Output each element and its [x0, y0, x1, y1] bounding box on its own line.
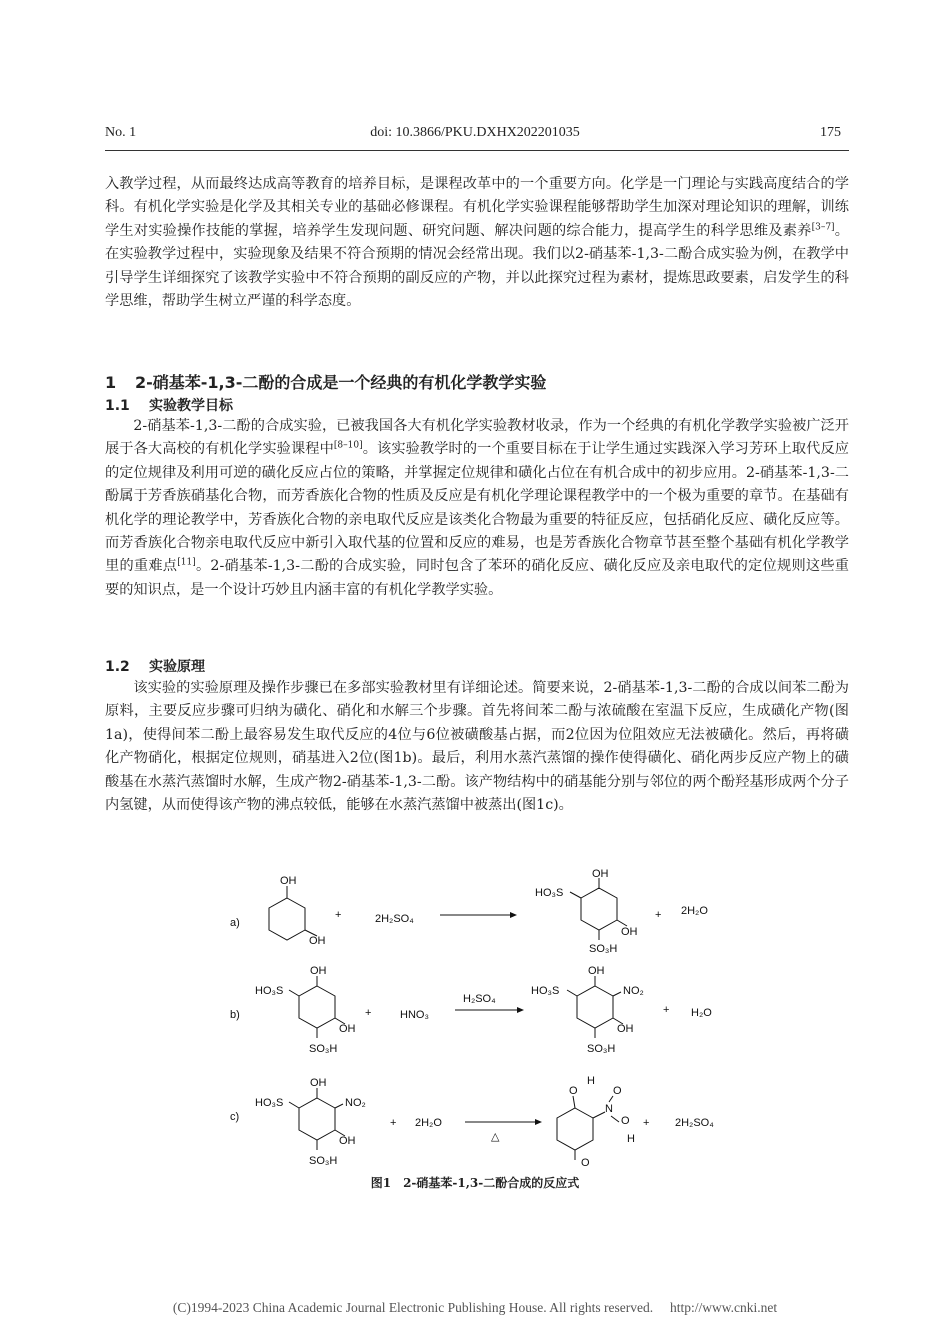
svg-text:H: H — [627, 1133, 635, 1145]
svg-text:+: + — [643, 1117, 650, 1129]
svg-text:SO₃H: SO₃H — [589, 943, 618, 955]
svg-text:OH: OH — [280, 875, 297, 887]
svg-text:HNO₃: HNO₃ — [400, 1009, 429, 1021]
footer: (C)1994-2023 China Academic Journal Electronic Publishing House. All rights reserved. http://www.cnki.net — [172, 1300, 778, 1315]
label-b: b) — [230, 1009, 240, 1021]
svg-text:2H₂O: 2H₂O — [415, 1117, 442, 1129]
svg-text:H: H — [587, 1075, 595, 1087]
resorcinol-structure — [269, 875, 326, 947]
svg-text:2H₂O: 2H₂O — [681, 905, 708, 917]
label-a: a) — [230, 917, 240, 929]
nitrated-product-structure — [531, 965, 644, 1055]
svg-text:NO₂: NO₂ — [345, 1097, 366, 1109]
svg-text:H₂SO₄: H₂SO₄ — [463, 993, 496, 1005]
intro-paragraph: 入教学过程，从而最终达成高等教育的培养目标，是课程改革中的一个重要方向。化学是一门理论与实践高度结合的学科。有机化学实验是化学及其相关专业的基础必修课程。有机化学实验课程能够帮助学生加深对理论知识的理解，训练学生对实验操作技能的掌握，培养学生发现问题、研究问题、解决问题的综合能力，提高学生的科学思维及素养[3–7]。在实验教学过程中，实验现象及结果不符合预期的情况会经常出现。我们以2-硝基苯-1,3-二酚合成实验为例，在教学中引导学生详细探究了该教学实验中不符合预期的副反应的产物，并以此探究过程为素材，提炼思政要素，启发学生的科学思维，帮助学生树立严谨的科学态度。 — [105, 176, 849, 310]
header-rule — [105, 150, 849, 151]
svg-text:OH: OH — [621, 926, 638, 938]
svg-text:OH: OH — [339, 1023, 356, 1035]
figure-caption: 图1 2-硝基苯-1,3-二酚合成的反应式 — [370, 1176, 580, 1190]
section-1-1-paragraph: 2-硝基苯-1,3-二酚的合成实验，已被我国各大有机化学实验教材收录，作为一个经典的有机化学教学实验被广泛开展于各大高校的有机化学实验课程中[8–10]。该实验教学时的一个重要目标在于让学生通过实践深入学习芳环上取代反应的定位规律及利用可逆的磺化反应占位的策略，并掌握定位规律和磺化占位在有机合成中的初步应用。2-硝基苯-1,3-二酚属于芳香族硝基化合物，而芳香族化合物的性质及反应是有机化学理论课程教学中的一个极为重要的章节。在基础有机化学的理论教学中，芳香族化合物的亲电取代反应是该类化合物最为重要的特征反应，包括硝化反应、磺化反应等。而芳香族化合物亲电取代反应中新引入取代基的位置和反应的难易，也是芳香族化合物章节甚至整个基础有机化学教学里的重难点[11]。2-硝基苯-1,3-二酚的合成实验，同时包含了苯环的硝化反应、磺化反应及亲电取代的定位规则这些重要的知识点，是一个设计巧妙且内涵丰富的有机化学教学实验。 — [105, 418, 849, 598]
svg-text:2H₂SO₄: 2H₂SO₄ — [675, 1117, 714, 1129]
svg-text:+: + — [335, 909, 342, 921]
sulfonated-product-structure — [535, 868, 638, 955]
svg-text:+: + — [365, 1007, 372, 1019]
svg-text:OH: OH — [309, 935, 326, 947]
svg-text:N: N — [605, 1103, 613, 1115]
svg-text:OH: OH — [592, 868, 609, 880]
header-page: 175 — [820, 125, 841, 140]
svg-text:+: + — [390, 1117, 397, 1129]
section-1-2-heading: 1.2 实验原理 — [105, 659, 205, 675]
svg-text:SO₃H: SO₃H — [309, 1043, 338, 1055]
svg-text:OH: OH — [339, 1135, 356, 1147]
svg-text:HO₃S: HO₃S — [255, 985, 284, 997]
header-issue: No. 1 — [105, 125, 137, 140]
svg-text:OH: OH — [310, 1077, 327, 1089]
svg-text:HO₃S: HO₃S — [531, 985, 560, 997]
sulfonated-reactant-structure — [255, 965, 356, 1055]
section-1-2-paragraph: 该实验的实验原理及操作步骤已在多部实验教材里有详细论述。简要来说，2-硝基苯-1,3-二酚的合成以间苯二酚为原料，主要反应步骤可归纳为磺化、硝化和水解三个步骤。首先将间苯二酚与浓硫酸在室温下反应，生成磺化产物(图1a)，使得间苯二酚上最容易发生取代反应的4位与6位被磺酸基占据，而2位因为位阻效应无法被磺化。然后，再将磺化产物硝化，根据定位规则，硝基进入2位(图1b)。最后，利用水蒸汽蒸馏的操作使得磺化、硝化两步反应产物上的磺酸基在水蒸汽蒸馏时水解，生成产物2-硝基苯-1,3-二酚。该产物结构中的硝基能分别与邻位的两个酚羟基形成两个分子内氢键，从而使得该产物的沸点较低，能够在水蒸汽蒸馏中被蒸出(图1c)。 — [105, 680, 849, 814]
svg-text:O: O — [621, 1115, 630, 1127]
label-c: c) — [230, 1111, 240, 1123]
svg-text:H₂O: H₂O — [691, 1007, 712, 1019]
svg-text:HO₃S: HO₃S — [255, 1097, 284, 1109]
svg-text:O: O — [613, 1085, 622, 1097]
svg-text:SO₃H: SO₃H — [587, 1043, 616, 1055]
svg-text:O: O — [581, 1157, 590, 1169]
svg-text:OH: OH — [588, 965, 605, 977]
section-1-1-heading: 1.1 实验教学目标 — [105, 398, 233, 414]
svg-text:OH: OH — [310, 965, 327, 977]
svg-text:SO₃H: SO₃H — [309, 1155, 338, 1167]
svg-text:O: O — [569, 1085, 578, 1097]
svg-text:△: △ — [491, 1131, 500, 1143]
section-1-heading: 1 2-硝基苯-1,3-二酚的合成是一个经典的有机化学教学实验 — [105, 373, 547, 392]
svg-text:+: + — [663, 1004, 670, 1016]
header-doi: doi: 10.3866/PKU.DXHX202201035 — [370, 125, 580, 140]
svg-text:HO₃S: HO₃S — [535, 887, 564, 899]
svg-text:NO₂: NO₂ — [623, 985, 644, 997]
reaction-scheme — [225, 868, 745, 1173]
nitroresorcinol-product-structure — [557, 1075, 635, 1169]
dinitro-disulfonic-structure — [255, 1077, 366, 1167]
svg-text:OH: OH — [617, 1023, 634, 1035]
svg-text:2H₂SO₄: 2H₂SO₄ — [375, 913, 414, 925]
svg-text:+: + — [655, 909, 662, 921]
